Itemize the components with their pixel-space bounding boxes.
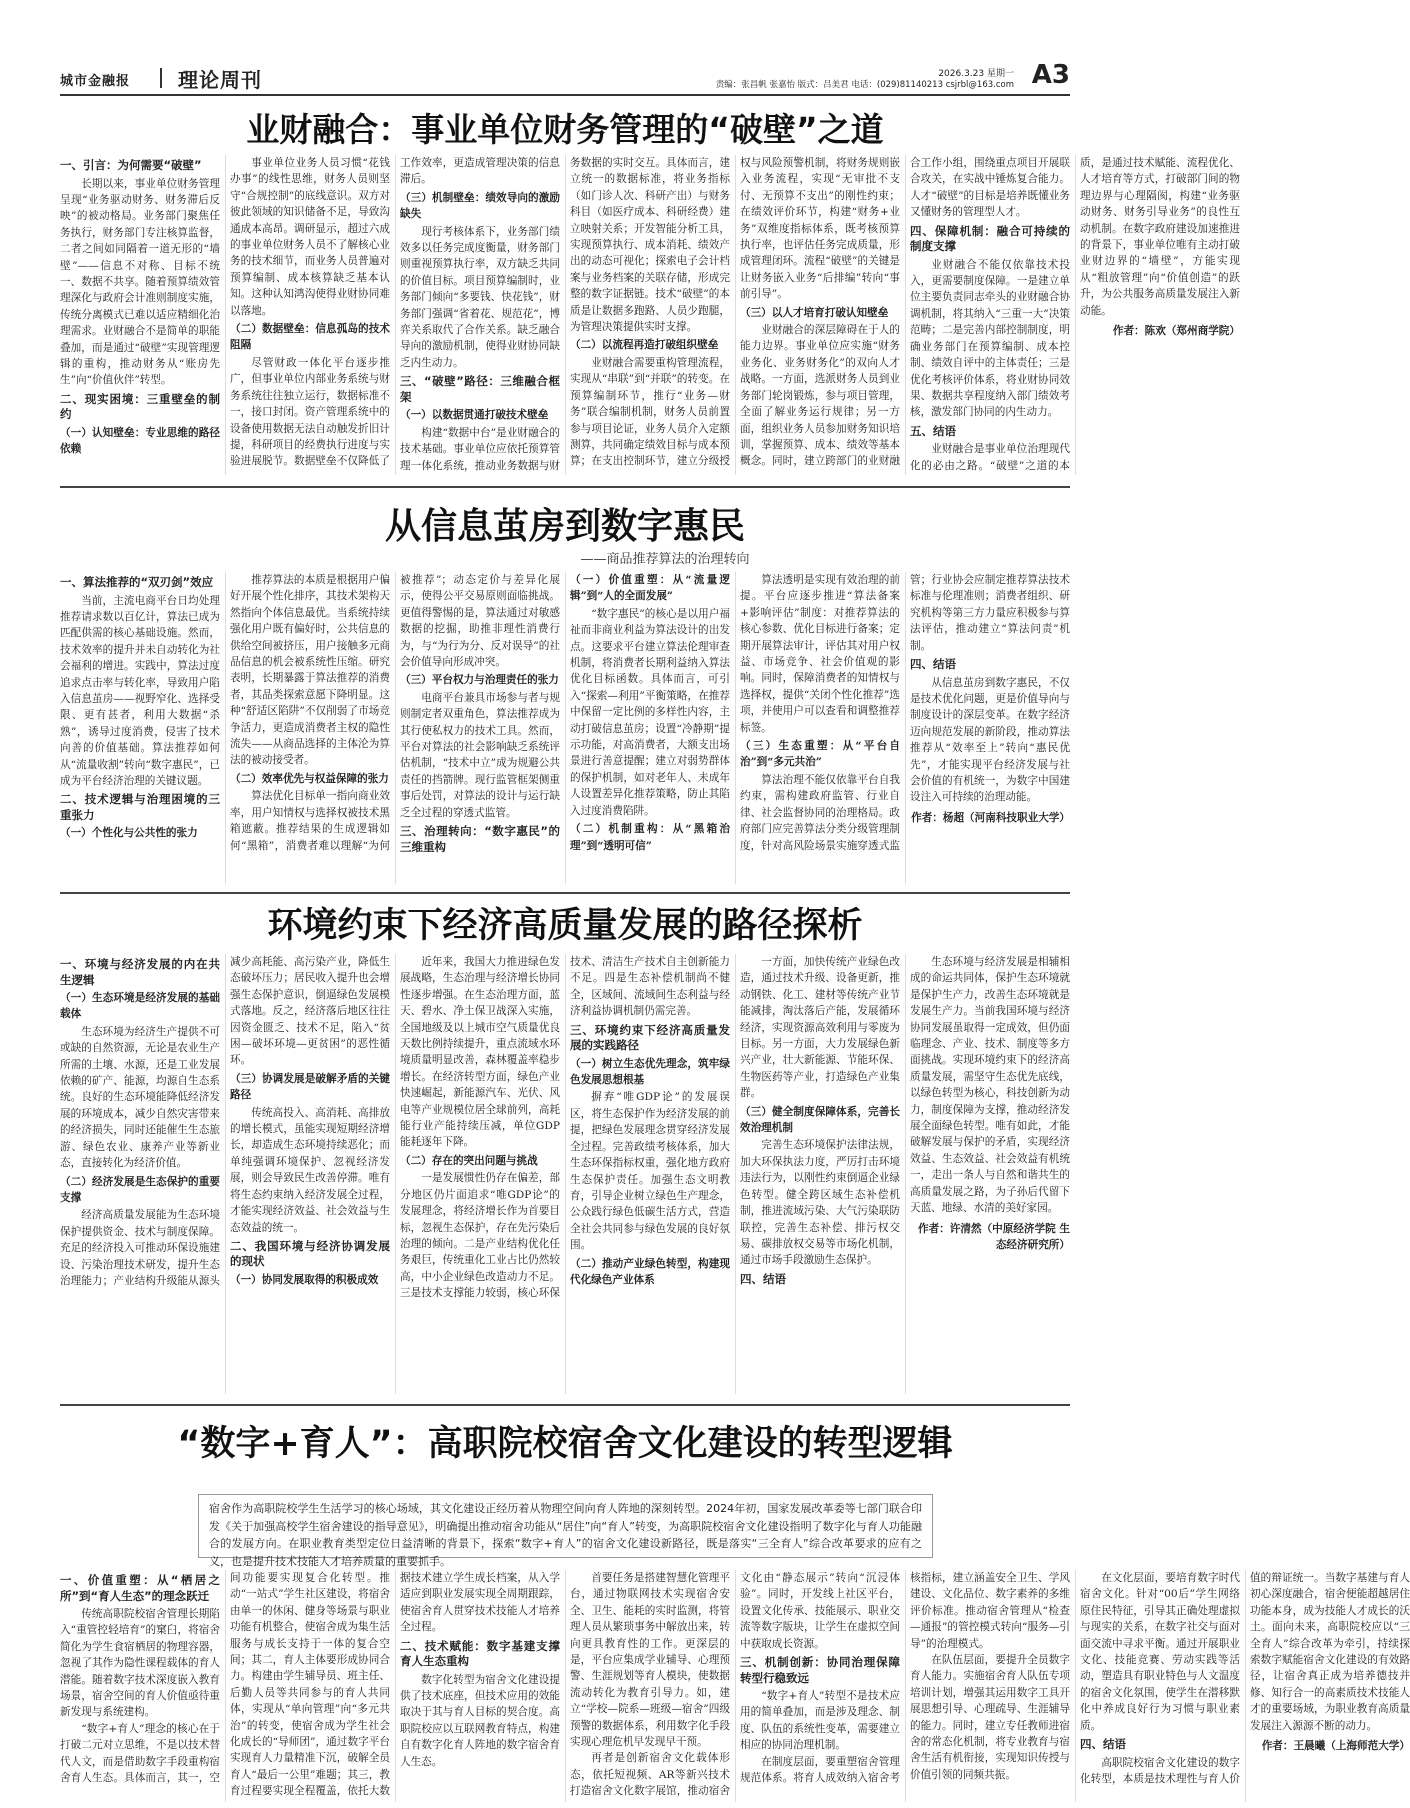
section-heading: 二、技术逻辑与治理困境的三重张力 — [60, 792, 220, 822]
subsection-heading: （一）协同发展取得的积极成效 — [230, 1273, 379, 1286]
paragraph: 摒弃“唯GDP论”的发展误区，将生态保护作为经济发展的前提，把绿色发展理念贯穿经济发展全过程。完善政绩考核体系，加大生态环保指标权重，强化地方政府生态保护责任。加强生态文明教育，引导企业树立绿色生产理念，公众践行绿色低碳生活方式，营造全社会共同参与绿色发展的良好氛围。 — [570, 1091, 730, 1252]
paragraph: 一是发展惯性仍存在偏差，部分地区仍片面追求“唯GDP论”的发展理念，将经济增长作为首要目标，忽视生态保护，存在先污染后治理的倾向。二是产业结构优化任务艰巨，传统重化工业占比仍然较高，中小企业绿色改造动力不足。三是技术支撑能力较弱，核心环保技术、清洁生产技术自主创新能力不足。四是生态补偿机制尚不健全，区域间、流域间生态利益与经济利益协调机制仍需完善。 — [400, 956, 730, 1300]
divider — [60, 1404, 1070, 1406]
masthead-divider — [160, 68, 162, 88]
author-byline: 作者：许清然（中原经济学院 生态经济研究所） — [918, 1222, 1070, 1251]
page-number: A3 — [1031, 60, 1070, 90]
article-4-headline: “数字+育人”：高职院校宿舍文化建设的转型逻辑 — [177, 1424, 953, 1464]
divider — [60, 892, 1070, 894]
article-2-body — [60, 572, 1070, 884]
subsection-heading: （二）经济发展是生态保护的重要支撑 — [60, 1175, 220, 1204]
subsection-heading: （二）以流程再造打破组织壁垒 — [570, 339, 719, 352]
paper-name: 城市金融报 — [60, 74, 131, 89]
section-title: 理论周刊 — [178, 68, 262, 92]
author-byline: 作者：杨超（河南科技职业大学） — [911, 811, 1070, 824]
section-heading: 二、我国环境与经济协调发展的现状 — [230, 1238, 390, 1269]
paragraph: 当前，主流电商平台日均处理推荐请求数以百亿计，算法已成为匹配供需的核心基础设施。然而，技术效率的提升并未自动转化为社会福利的增进。实践中，算法过度追求点击率与转化率，导致用户陷入信息茧房——视野窄化、选择受限、更有甚者，利用大数据“杀熟”，诱导过度消费，侵害了技术向善的价值基础。算法推荐如何从“流量收割”转向“数字惠民”，已成为平台经济治理的关键议题。 — [60, 594, 220, 787]
paragraph: 生态环境为经济生产提供不可或缺的自然资源，无论是农业生产所需的土壤、水源，还是工业发展依赖的矿产、能源，均源自生态系统。良好的生态环境能降低经济发展的环境成本，减少自然灾害带来的经济损失，同时还能催生生态旅游、绿色农业、康养产业等新业态，直接转化为经济价值。 — [60, 1025, 220, 1170]
paragraph: 算法治理不能仅依靠平台自我约束，需构建政府监管、行业自律、社会监督协同的治理格局。政府部门应完善算法分类分级管理制度，针对高风险场景实施穿透式监管；行业协会应制定推荐算法技术标准与伦理准则；消费者组织、研究机构等第三方力量应积极参与算法评估，推动建立“算法问责”机制。 — [740, 574, 1070, 852]
paragraph: 近年来，我国大力推进绿色发展战略，生态治理与经济增长协同性逐步增强。在生态治理方面，蓝天、碧水、净土保卫战深入实施，全国地级及以上城市空气质量优良天数比例持续提升，重点流域水环境质量明显改善，森林覆盖率稳步增长。在经济转型方面，绿色产业快速崛起，新能源汽车、光伏、风电等产业规模位居全球前列，高耗能行业产能持续压减，单位GDP能耗逐年下降。 — [400, 956, 560, 1149]
paragraph: 算法优化目标单一指向商业效率，用户知情权与选择权被技术黑箱遮蔽。推荐结果的生成逻辑如何“黑箱”，消费者难以理解“为何被推荐”；动态定价与差异化展示，使得公平交易原则面临挑战。更值得警惕的是，算法通过对敏感数据的挖掘，助推非理性消费行为，与“为行为分、反对误导”的社会价值导向形成冲突。 — [230, 574, 560, 852]
article-3-body — [60, 954, 1070, 1394]
subsection-heading: （三）机制壁垒：绩效导向的激励缺失 — [400, 191, 560, 221]
paragraph: 经济高质量发展能为生态环境保护提供资金、技术与制度保障。充足的经济投入可推动环保设施建设、污染治理技术研发，提升生态治理能力；产业结构升级能从源头减少高耗能、高污染产业，降低生态破坏压力；居民收入提升也会增强生态保护意识，倒逼绿色发展模式落地。反之，经济落后地区往往因资金匮乏、技术不足，陷入“贫困—破坏环境—更贫困”的恶性循环。 — [60, 956, 390, 1287]
article-4-lead: 宿舍作为高职院校学生生活学习的核心场域，其文化建设正经历着从物理空间向育人阵地的深刻转型。2024年初，国家发展改革委等七部门联合印发《关于加强高校学生宿舍建设的指导意见》，明确提出推动宿舍功能从“居住”向“育人”转变，为高职院校宿舍文化建设指明了数字化与育人功能融合的发展方向。在职业教育类型定位日益清晰的背景下，探索“数字+育人”的宿舍文化建设新路径，既是落实“三全育人”综合改革要求的应有之义，也是提升技术技能人才培养质量的重要抓手。 — [198, 1494, 933, 1558]
subsection-heading: （一）以数据贯通打破技术壁垒 — [400, 409, 549, 422]
divider — [60, 486, 1070, 488]
section-heading: 一、价值重塑：从“栖居之所”到“育人生态”的理念跃迁 — [60, 1573, 220, 1603]
paragraph: 构建“数据中台”是业财融合的技术基础。事业单位应依托预算管理一体化系统，推动业务数据与财务数据的实时交互。具体而言，建立统一的数据标准，将业务指标（如门诊人次、科研产出）与财务科目（如医疗成本、科研经费）建立映射关系；开发智能分析工具，实现预算执行、成本消耗、绩效产出的动态可视化；探索电子会计档案与业务档案的关联存储，形成完整的数字证据链。技术“破壁”的本质是让数据多跑路、人员少跑腿，为管理决策提供实时支撑。 — [400, 157, 730, 472]
paragraph: 从信息茧房到数字惠民，不仅是技术优化问题，更是价值导向与制度设计的深层变革。在数字经济迈向规范发展的新阶段，推动算法推荐从“效率至上”转向“惠民优先”，才能实现平台经济发展与社会价值的有机统一，为数字中国建设注入可持续的治理动能。 — [910, 676, 1070, 804]
masthead — [60, 62, 1070, 96]
paragraph: 完善生态环境保护法律法规，加大环保执法力度，严厉打击环境违法行为，以刚性约束倒逼企业绿色转型。健全跨区域生态补偿机制，推进流域污染、大气污染联防联控，完善生态补偿、排污权交易、碳排放权交易等市场化机制，通过市场手段激励生态保护。 — [740, 1139, 900, 1267]
issue-date: 2026.3.23 星期一 — [938, 69, 1014, 79]
subsection-heading: （二）推动产业绿色转型，构建现代化绿色产业体系 — [570, 1257, 730, 1286]
section-heading: 四、结语 — [910, 657, 956, 672]
paragraph: 高职院校宿舍文化建设的数字化转型，本质是技术理性与育人价值的辩证统一。当数字基建与育人初心深度融合，宿舍便能超越居住功能本身，成为技能人才成长的沃土。面向未来，高职院校应以“三全育人”综合改革为牵引，持续探索数字赋能宿舍文化建设的有效路径，让宿舍真正成为培养德技并修、知行合一的高素质技术技能人才的重要场域，为职业教育高质量发展注入源源不断的动力。 — [1080, 1572, 1410, 1785]
paragraph: 在制度层面，要重塑宿舍管理规范体系。将育人成效纳入宿舍考核指标，建立涵盖安全卫生、学风建设、文化品位、数字素养的多维评价标准。推动宿舍管理从“检查—通报”的管控模式转向“服务—引导”的治理模式。 — [740, 1572, 1070, 1785]
article-4-body — [60, 1570, 1410, 1802]
paragraph: 再者是创新宿舍文化载体形态，依托短视频、AR等新兴技术打造宿舍文化数字展馆，推动宿舍文化由“静态展示”转向“沉浸体验”。同时，开发线上社区平台，设置文化传承、技能展示、职业交流等数字版块，让学生在虚拟空间中获取成长资源。 — [570, 1572, 900, 1798]
paragraph: 传统高职院校宿舍管理长期陷入“重管控轻培育”的窠臼，将宿舍简化为学生食宿栖居的物理容器，忽视了其作为隐性课程载体的育人潜能。随着数字技术深度嵌入教育场景，宿舍空间的育人价值亟待重新发现与系统建构。 — [60, 1608, 220, 1719]
section-heading: 三、环境约束下经济高质量发展的实践路径 — [570, 1022, 730, 1053]
article-2-subtitle: ——商品推荐算法的治理转向 — [580, 552, 750, 567]
subsection-heading: （一）生态环境是经济发展的基础载体 — [60, 992, 220, 1021]
section-heading: 一、引言：为何需要“破壁” — [60, 158, 202, 172]
section-heading: 一、算法推荐的“双刃剑”效应 — [60, 575, 214, 589]
subsection-heading: （一）个性化与公共性的张力 — [60, 827, 198, 840]
paragraph: 首要任务是搭建智慧化管理平台，通过物联网技术实现宿舍安全、卫生、能耗的实时监测，将管理人员从繁琐事务中解放出来，转向更具教育性的工作。更深层的是，平台应集成学业辅导、心理预警、生涯规划等育人模块，使数据流动转化为教育引导力。如，建立“学校—院系—班级—宿舍”四级预警的数据体系，利用数字化手段实现心理危机早发现早干预。 — [570, 1572, 730, 1749]
paragraph: 在文化层面，要培育数字时代宿舍文化。针对“00后”学生网络原住民特征，引导其正确处理虚拟与现实的关系，在数字社交与面对面交流中寻求平衡。通过开展职业文化、技能竞赛、劳动实践等活动，塑造具有职业特色与人文温度的宿舍文化氛围，使学生在潜移默化中养成良好行为习惯与职业素质。 — [1080, 1572, 1240, 1732]
paragraph: 传统高投入、高消耗、高排放的增长模式，虽能实现短期经济增长，却造成生态环境持续恶化；而单纯强调环境保护、忽视经济发展，则会导致民生改善停滞。唯有将生态约束纳入经济发展全过程，才能实现经济效益、社会效益与生态效益的统一。 — [230, 1106, 390, 1234]
article-2-headline: 从信息茧房到数字惠民 — [384, 506, 745, 547]
editor-credits: 责编：张昌帆 张嘉怡 版式：吕美君 电话：(029)81140213 csjrbl@163.com — [715, 80, 1014, 90]
paragraph: 算法透明是实现有效治理的前提。平台应逐步推进“算法备案+影响评估”制度：对推荐算法的核心参数、优化目标进行备案；定期开展算法审计，评估其对用户权益、市场竞争、社会价值观的影响。同时，保障消费者的知情权与选择权，提供“关闭个性化推荐”选项，并使用户可以查看和调整推荐标签。 — [740, 574, 900, 734]
subsection-heading: （三）平台权力与治理责任的张力 — [400, 674, 559, 687]
paragraph: 业财融合不能仅依靠技术投入，更需要制度保障。一是建立单位主要负责同志牵头的业财融合协调机制，将其纳入“三重一大”决策范畴；二是完善内部控制制度，明确业务部门在预算编制、成本控制、绩效自评中的主体责任；三是优化考核评价体系，将业财协同效果、数据共享程度纳入部门绩效考核，激发部门协同的内生动力。 — [910, 258, 1070, 419]
subsection-heading: （二）存在的突出问题与挑战 — [400, 1154, 538, 1167]
subsection-heading: （一）价值重塑：从“流量逻辑”到“人的全面发展” — [570, 574, 730, 603]
paragraph: 电商平台兼具市场参与者与规则制定者双重角色，算法推荐成为其行使私权力的技术工具。然而，平台对算法的社会影响缺乏系统评估机制，“技术中立”成为规避公共责任的挡箭牌。现行监管框架侧重事后处罚，对算法的设计与运行缺乏全过程的穿透式监管。 — [400, 691, 560, 819]
paragraph: 现行考核体系下，业务部门绩效多以任务完成度衡量，财务部门则重视预算执行率，双方缺乏共同的价值目标。项目预算编制时，业务部门倾向“多要钱、快花钱”，财务部门强调“省着花、规范花”，博弈关系取代了合作关系。缺乏融合导向的激励机制，使得业财协同缺乏内生动力。 — [400, 225, 560, 369]
section-heading: 四、保障机制：融合可持续的制度支撑 — [910, 223, 1070, 254]
article-3-headline: 环境约束下经济高质量发展的路径探析 — [267, 906, 863, 946]
paragraph: 生态环境与经济发展是相辅相成的命运共同体，保护生态环境就是保护生产力，改善生态环境就是发展生产力。当前我国环境与经济协同发展虽取得一定成效，但仍面临理念、产业、技术、制度等多方面挑战。实现环境约束下的经济高质量发展，需坚守生态优先底线，以绿色转型为核心，科技创新为动力，制度保障为支撑，推动经济发展全面绿色转型。唯有如此，才能破解发展与保护的矛盾，实现经济效益、生态效益、社会效益有机统一，走出一条人与自然和谐共生的高质量发展之路，为子孙后代留下天蓝、地绿、水清的美好家园。 — [910, 956, 1070, 1215]
section-heading: 三、治理转向：“数字惠民”的三维重构 — [400, 824, 560, 854]
section-heading: 二、现实困境：三重壁垒的制约 — [60, 391, 220, 422]
paragraph: 业财融合是事业单位治理现代化的必由之路。“破壁”之道的本质，是通过技术赋能、流程优化、人才培育等方式，打破部门间的物理边界与心理隔阂，构建“业务驱动财务、财务引导业务”的良性互动机制。在数字政府建设加速推进的背景下，事业单位唯有主动打破业财边界的“墙壁”，方能实现从“粗放管理”向“价值创造”的跃升，为公共服务高质量发展注入新动能。 — [910, 157, 1240, 472]
article-1-headline: 业财融合：事业单位财务管理的“破壁”之道 — [246, 110, 884, 149]
paragraph: 一方面，加快传统产业绿色改造，通过技术升级、设备更新，推动钢铁、化工、建材等传统产业节能减排，淘汰落后产能，发展循环经济，实现资源高效利用与零废为目标。另一方面，大力发展绿色新兴产业，壮大新能源、节能环保、生物医药等产业，打造绿色产业集群。 — [740, 956, 900, 1100]
section-heading: 五、结语 — [910, 423, 956, 438]
paragraph: 事业单位业务人员习惯“花钱办事”的线性思维，财务人员则坚守“合规控制”的底线意识。双方对彼此领域的知识储备不足，导致沟通成本高昂。调研显示，超过六成的事业单位财务人员不了解核心业务的技术细节，而业务人员普遍对预算编制、成本核算缺乏基本认知。这种认知鸿沟使得业财协同难以落地。 — [230, 157, 390, 317]
subsection-heading: （一）树立生态优先理念，筑牢绿色发展思想根基 — [570, 1057, 730, 1087]
paragraph: 长期以来，事业单位财务管理呈现“业务驱动财务、财务滞后反映”的被动格局。业务部门聚焦任务执行，财务部门专注核算监督，二者之间如同隔着一道无形的“墙壁”——信息不对称、目标不统一、数据不共享。随着预算绩效管理深化与政府会计准则制度实施，传统分离模式已难以适应精细化治理需求。业财融合不是简单的职能叠加，而是通过“破壁”实现管理逻辑的重构，推动财务从“账房先生”向“价值伙伴”转型。 — [60, 177, 220, 387]
paragraph: 在队伍层面，要提升全员数字育人能力。实施宿舍育人队伍专项培训计划，增强其运用数字工具开展思想引导、心理疏导、生涯辅导的能力。同时，建立专任教师进宿舍的常态化机制，将专业教育与宿舍生活有机衔接，实现知识传授与价值引领的同频共振。 — [910, 1654, 1070, 1781]
subsection-heading: （三）生态重塑：从“平台自治”到“多元共治” — [740, 740, 900, 769]
section-heading: 四、结语 — [1080, 1737, 1126, 1752]
paragraph: 业财融合需要重构管理流程，实现从“串联”到“并联”的转变。在预算编制环节，推行“业务—财务”联合编制机制，财务人员前置参与项目论证，业务人员介入定额测算，共同确定绩效目标与成本预算；在支出控制环节，建立分级授权与风险预警机制，将财务规则嵌入业务流程，实现“无审批不支付、无预算不支出”的刚性约束；在绩效评价环节，构建“财务+业务”双维度指标体系，既考核预算执行率，也评估任务完成质量，形成管理闭环。流程“破壁”的关键是让财务嵌入业务“后排编”转向“事前引导”。 — [570, 157, 900, 468]
section-heading: 一、环境与经济发展的内在共生逻辑 — [60, 957, 220, 987]
author-byline: 作者：王晨曦（上海师范大学） — [1261, 1740, 1410, 1753]
paragraph: 数字化转型为宿舍文化建设提供了技术底座，但技术应用的效能取决于其与育人目标的契合度。高职院校应以互联网教育特点，构建自有数字化育人阵地的数字宿舍育人生态。 — [400, 1673, 560, 1768]
section-heading: 三、“破壁”路径：三维融合框架 — [400, 374, 560, 404]
subsection-heading: （二）机制重构：从“黑箱治理”到“透明可信” — [570, 823, 730, 852]
subsection-heading: （二）效率优先与权益保障的张力 — [230, 772, 389, 785]
paragraph: “数字惠民”的核心是以用户福祉而非商业利益为算法设计的出发点。这要求平台建立算法伦理审查机制，将消费者长期利益纳入算法优化目标函数。具体而言，可引入“探索—利用”平衡策略，在推荐中保留一定比例的多样性内容，主动打破信息茧房；设置“冷静期”提示功能，对高消费者，大额支出场景进行善意提醒；建立对弱势群体的保护机制，如对老年人、未成年人设置差异化推荐策略，防止其陷入过度消费陷阱。 — [570, 607, 730, 817]
paragraph: 业财融合的深层障碍在于人的能力边界。事业单位应实施“财务业务化、业务财务化”的双向人才战略。一方面，选派财务人员到业务部门轮岗锻炼，参与项目管理，全面了解业务运行规律；另一方面，组织业务人员参加财务知识培训，掌握预算、成本、绩效等基本概念。同时，建立跨部门的业财融合工作小组，围绕重点项目开展联合攻关，在实战中锤炼复合能力。人才“破壁”的目标是培养既懂业务又懂财务的管理型人才。 — [740, 157, 1070, 468]
section-heading: 三、机制创新：协同治理保障转型行稳致远 — [740, 1655, 900, 1685]
paragraph: “数字+育人”理念的核心在于打破二元对立思维，不是以技术替代人文，而是借助数字手段重构宿舍育人生态。具体而言，其一，空间功能要实现复合化转型。推动“一站式”学生社区建设，将宿舍由单一的休闲、健身等场景与职业功能有机整合，使宿舍成为集生活服务与成长支持于一体的复合空间；其二，育人主体要形成协同合力。构建由学生辅导员、班主任、后勤人员等共同参与的育人共同体，实现从“单向管理”向“多元共治”的转变，使宿舍成为学生社会化成长的“导师团”，通过数字平台实现育人力量精准下沉，破解全员育人“最后一公里”难题；其三，教育过程要实现全程覆盖，依托大数据技术建立学生成长档案，从入学适应到职业发展实现全周期跟踪，使宿舍育人贯穿技术技能人才培养全过程。 — [60, 1572, 560, 1798]
article-1-body — [60, 155, 1240, 475]
paragraph: “数字+育人”转型不是技术应用的简单叠加，而是涉及理念、制度、队伍的系统性变革，需要建立相应的协同治理机制。 — [740, 1690, 900, 1752]
subsection-heading: （三）协调发展是破解矛盾的关键路径 — [230, 1072, 390, 1102]
section-heading: 四、结语 — [740, 1271, 786, 1286]
subsection-heading: （三）以人才培育打破认知壁垒 — [740, 306, 889, 319]
paragraph: 推荐算法的本质是根据用户偏好开展个性化排序，其技术架构天然指向个体信息最优。当系统持续强化用户既有偏好时，公共信息的供给空间被挤压，用户接触多元商品信息的机会被系统性压缩。研究表明，长期暴露于算法推荐的消费者，其品类探索意愿下降明显。这种“舒适区陷阱”不仅削弱了市场竞争活力，更造成消费者主权的隐性流失——从商品选择的主体沦为算法的被动接受者。 — [230, 574, 390, 767]
subsection-heading: （三）健全制度保障体系，完善长效治理机制 — [740, 1105, 900, 1135]
subsection-heading: （二）数据壁垒：信息孤岛的技术阻隔 — [230, 323, 390, 352]
section-heading: 二、技术赋能：数字基建支撑育人生态重构 — [400, 1638, 560, 1669]
subsection-heading: （一）认知壁垒：专业思维的路径依赖 — [60, 426, 220, 456]
paragraph: 尽管财政一体化平台逐步推广，但事业单位内部业务系统与财务系统往往独立运行，数据标准不一，接口封闭。资产管理系统中的设备使用数据无法自动触发折旧计提，科研项目的经费执行进度与实验进展脱节。数据壁垒不仅降低了工作效率，更造成管理决策的信息滞后。 — [230, 157, 560, 468]
author-byline: 作者：陈欢（郑州商学院） — [1112, 325, 1240, 338]
